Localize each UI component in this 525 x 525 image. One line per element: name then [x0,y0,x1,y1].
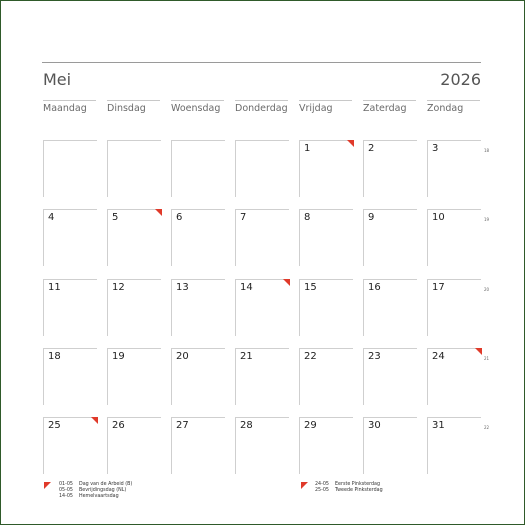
legend-date: 25-05 [315,488,329,493]
day-number: 17 [432,282,445,293]
day-cell[interactable] [299,209,353,266]
weekday-label: Dinsdag [107,100,160,114]
day-number: 21 [240,351,253,362]
legend-name: Hemelvaartsdag [79,494,119,499]
legend-name: Dag van de Arbeid (B) [79,482,133,487]
week-number: 19 [484,217,490,222]
day-cell[interactable] [427,279,481,336]
day-cell[interactable] [299,348,353,405]
holiday-flag-icon [283,279,290,286]
day-cell[interactable] [363,209,417,266]
legend-date: 05-05 [59,488,73,493]
day-cell[interactable] [427,348,481,405]
holiday-legend-left [59,482,132,500]
day-number: 19 [112,351,125,362]
day-cell[interactable] [363,140,417,197]
day-cell[interactable] [43,279,97,336]
day-number: 16 [368,282,381,293]
day-number: 3 [432,143,439,154]
day-cell[interactable] [43,140,97,197]
day-cell[interactable] [171,279,225,336]
day-number: 23 [368,351,381,362]
day-number: 25 [48,420,61,431]
day-cell[interactable] [363,279,417,336]
month-title: Mei [43,70,72,89]
legend-row [315,488,383,494]
day-cell[interactable] [171,417,225,474]
weekday-label: Donderdag [235,100,288,114]
day-number: 14 [240,282,253,293]
legend-date: 24-05 [315,482,329,487]
holiday-flag-icon [475,348,482,355]
week-number: 20 [484,287,490,292]
day-cell[interactable] [427,417,481,474]
day-cell[interactable] [107,279,161,336]
day-number: 12 [112,282,125,293]
day-cell[interactable] [427,209,481,266]
day-cell[interactable] [235,279,289,336]
day-number: 4 [48,212,55,223]
legend-name: Tweede Pinksterdag [335,488,383,493]
day-number: 13 [176,282,189,293]
day-number: 30 [368,420,381,431]
day-cell[interactable] [363,417,417,474]
day-number: 9 [368,212,375,223]
day-number: 31 [432,420,445,431]
day-number: 10 [432,212,445,223]
weekday-label: Zondag [427,100,480,114]
weekday-label: Maandag [43,100,96,114]
day-number: 7 [240,212,247,223]
legend-name: Eerste Pinksterdag [335,482,380,487]
day-number: 1 [304,143,311,154]
holiday-legend-right [315,482,383,494]
day-cell[interactable] [171,140,225,197]
day-number: 22 [304,351,317,362]
day-number: 15 [304,282,317,293]
weekday-label: Vrijdag [299,100,352,114]
holiday-flag-icon [301,482,308,489]
day-cell[interactable] [299,279,353,336]
day-cell[interactable] [107,140,161,197]
day-number: 28 [240,420,253,431]
holiday-flag-icon [155,209,162,216]
holiday-flag-icon [91,417,98,424]
day-number: 29 [304,420,317,431]
weekday-label: Woensdag [171,100,224,114]
day-cell[interactable] [107,417,161,474]
day-cell[interactable] [171,209,225,266]
day-number: 11 [48,282,61,293]
week-number: 21 [484,356,490,361]
day-cell[interactable] [299,417,353,474]
day-cell[interactable] [171,348,225,405]
week-number: 22 [484,425,490,430]
day-cell[interactable] [43,209,97,266]
day-number: 26 [112,420,125,431]
day-number: 18 [48,351,61,362]
legend-date: 01-05 [59,482,73,487]
day-cell[interactable] [235,417,289,474]
day-cell[interactable] [363,348,417,405]
day-cell[interactable] [107,348,161,405]
year-title: 2026 [440,70,481,89]
day-cell[interactable] [235,209,289,266]
day-cell[interactable] [235,348,289,405]
week-number: 18 [484,148,490,153]
day-cell[interactable] [427,140,481,197]
day-number: 6 [176,212,183,223]
day-number: 27 [176,420,189,431]
legend-row [59,494,132,500]
day-cell[interactable] [43,417,97,474]
day-cell[interactable] [107,209,161,266]
day-number: 8 [304,212,311,223]
day-number: 5 [112,212,119,223]
holiday-flag-icon [44,482,51,489]
legend-name: Bevrijdingsdag (NL) [79,488,127,493]
day-cell[interactable] [299,140,353,197]
day-number: 2 [368,143,375,154]
holiday-flag-icon [347,140,354,147]
legend-date: 14-05 [59,494,73,499]
day-cell[interactable] [235,140,289,197]
day-number: 20 [176,351,189,362]
day-cell[interactable] [43,348,97,405]
day-number: 24 [432,351,445,362]
header-rule [42,62,481,63]
weekday-label: Zaterdag [363,100,416,114]
